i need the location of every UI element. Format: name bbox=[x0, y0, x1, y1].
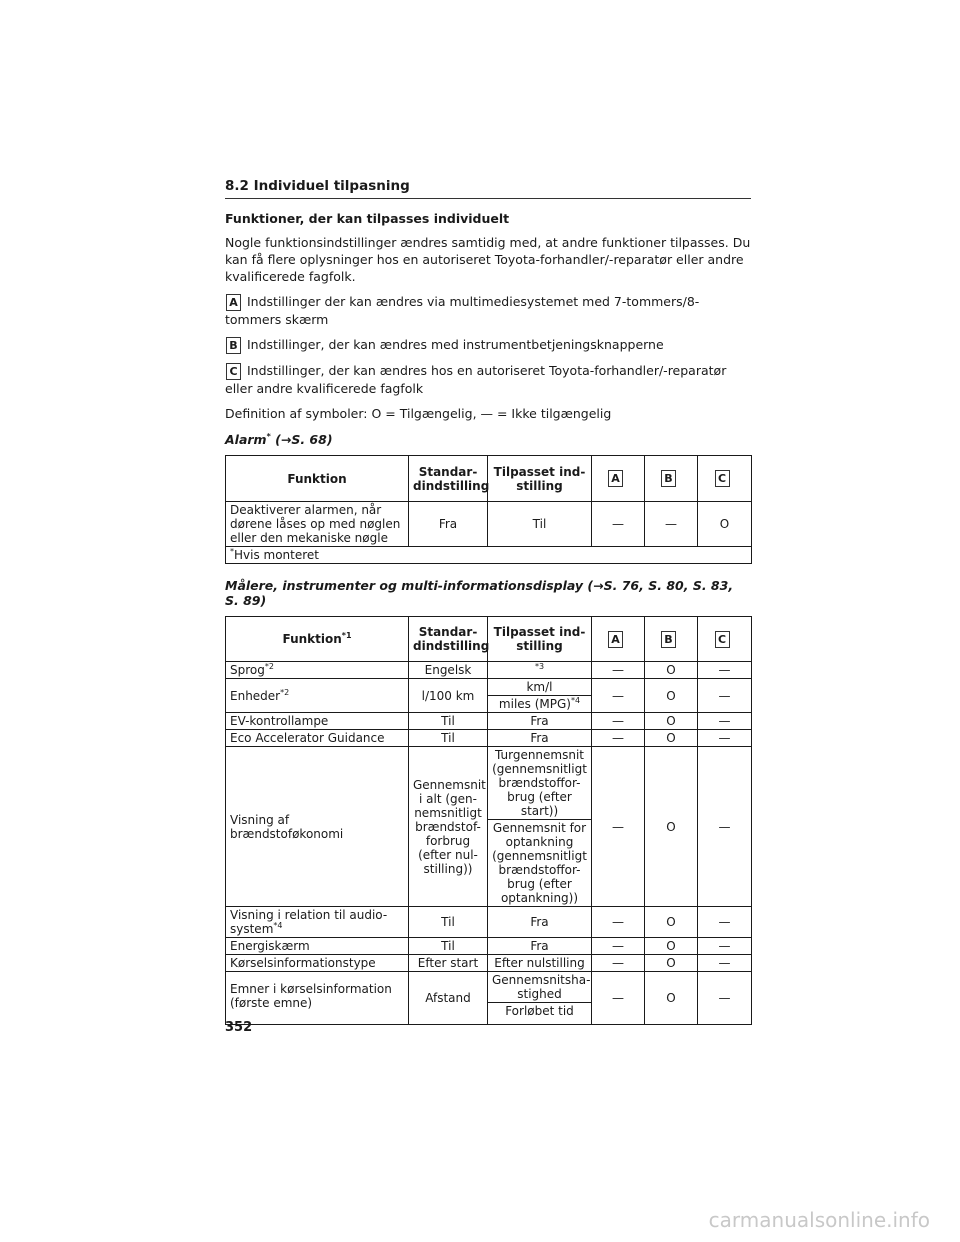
row-ev-function: EV-kontrollampe bbox=[226, 713, 409, 730]
page-content bbox=[225, 178, 751, 1025]
row-eco-a: — bbox=[592, 730, 645, 747]
row-enheder-custom2 bbox=[488, 696, 592, 713]
table-row bbox=[226, 662, 752, 679]
row-energi-default: Til bbox=[409, 938, 488, 955]
table2-header-custom: Tilpasset ind-stilling bbox=[488, 617, 592, 662]
badge-b-icon: B bbox=[661, 470, 676, 487]
table2-header-function-sup: *1 bbox=[341, 631, 352, 640]
row-audio-b: O bbox=[645, 907, 698, 938]
row-korsel-function: Kørselsinformationstype bbox=[226, 955, 409, 972]
row-enheder-c: — bbox=[698, 679, 752, 713]
table-row bbox=[226, 730, 752, 747]
row-visning-b: O bbox=[645, 747, 698, 907]
table1-header-function: Funktion bbox=[226, 456, 409, 502]
row-ev-custom: Fra bbox=[488, 713, 592, 730]
row-visning-a: — bbox=[592, 747, 645, 907]
row-korsel-b: O bbox=[645, 955, 698, 972]
table1-caption bbox=[225, 432, 751, 447]
table-row bbox=[226, 679, 752, 696]
watermark: carmanualsonline.info bbox=[708, 1208, 930, 1232]
row-energi-c: — bbox=[698, 938, 752, 955]
table1-header-row bbox=[226, 456, 752, 502]
row-audio-function bbox=[226, 907, 409, 938]
table-row bbox=[226, 502, 752, 547]
row-enheder-label: Enheder bbox=[230, 688, 281, 703]
table2-header-b bbox=[645, 617, 698, 662]
row-emner-default: Afstand bbox=[409, 972, 488, 1025]
row-energi-b: O bbox=[645, 938, 698, 955]
badge-c-icon: C bbox=[715, 631, 730, 648]
legend-text-a: Indstillinger der kan ændres via multimediesystemet med 7-tommers/8-tommers skærm bbox=[225, 294, 700, 327]
row-emner-b: O bbox=[645, 972, 698, 1025]
table-row bbox=[226, 713, 752, 730]
row-emner-function: Emner i kørselsinformation (første emne) bbox=[226, 972, 409, 1025]
legend-text-b: Indstillinger, der kan ændres med instrumentbetjeningsknapperne bbox=[247, 337, 664, 352]
row-audio-custom: Fra bbox=[488, 907, 592, 938]
row-audio-a: — bbox=[592, 907, 645, 938]
table1-footnote bbox=[226, 547, 752, 564]
row-enheder-a: — bbox=[592, 679, 645, 713]
row-enheder-custom2-label: miles (MPG) bbox=[498, 697, 571, 711]
intro-paragraph: Nogle funktionsindstillinger ændres samtidig med, at andre funktioner tilpasses. Du kan få flere oplysninger hos en autoriseret Toyota-forhandler/-reparatør eller andre kvalificerede fagfolk. bbox=[225, 235, 751, 284]
row-energi-a: — bbox=[592, 938, 645, 955]
table-row bbox=[226, 955, 752, 972]
footnote-sup: * bbox=[230, 547, 234, 556]
row-visning-c: — bbox=[698, 747, 752, 907]
page-number: 352 bbox=[225, 1020, 253, 1035]
row-enheder-function bbox=[226, 679, 409, 713]
row-sprog-custom bbox=[488, 662, 592, 679]
row-emner-custom2: Forløbet tid bbox=[488, 1003, 592, 1025]
row-sprog-function bbox=[226, 662, 409, 679]
table2-header-c bbox=[698, 617, 752, 662]
badge-a-icon: A bbox=[608, 470, 623, 487]
table1-header-custom: Tilpasset ind-stilling bbox=[488, 456, 592, 502]
row-enheder-default: l/100 km bbox=[409, 679, 488, 713]
table1-cell-custom: Til bbox=[488, 502, 592, 547]
row-korsel-c: — bbox=[698, 955, 752, 972]
row-visning-custom1: Turgennemsnit (gennemsnitligt brændstoffor-brug (efter start)) bbox=[488, 747, 592, 820]
table1-caption-sup: * bbox=[266, 431, 271, 441]
row-sprog-label: Sprog bbox=[230, 663, 265, 677]
table-row bbox=[226, 907, 752, 938]
badge-b-icon: B bbox=[661, 631, 676, 648]
table1-cell-c: O bbox=[698, 502, 752, 547]
row-eco-default: Til bbox=[409, 730, 488, 747]
table1-header-default: Standar-dindstilling bbox=[409, 456, 488, 502]
row-visning-default: Gennemsnit i alt (gen-nemsnitligt brændstof-forbrug (efter nul-stilling)) bbox=[409, 747, 488, 907]
subtitle: Funktioner, der kan tilpasses individuelt bbox=[225, 211, 510, 226]
badge-c-icon: C bbox=[226, 363, 241, 380]
table-row bbox=[226, 972, 752, 1003]
row-sprog-custom-sup: *3 bbox=[534, 662, 545, 671]
table1-header-c bbox=[698, 456, 752, 502]
row-emner-c: — bbox=[698, 972, 752, 1025]
row-emner-custom1: Gennemsnitsha-stighed bbox=[488, 972, 592, 1003]
badge-b-icon: B bbox=[226, 337, 241, 354]
row-sprog-default: Engelsk bbox=[409, 662, 488, 679]
legend-item-c bbox=[225, 362, 751, 397]
table1-cell-function: Deaktiverer alarmen, når dørene låses op med nøglen eller den mekaniske nøgle bbox=[226, 502, 409, 547]
alarm-table bbox=[225, 455, 752, 564]
table2-header-row bbox=[226, 617, 752, 662]
table1-caption-ref: (→S. 68) bbox=[270, 432, 333, 447]
row-enheder-custom2-sup: *4 bbox=[570, 696, 581, 705]
section-title: 8.2 Individuel tilpasning bbox=[225, 178, 751, 199]
table1-cell-b: — bbox=[645, 502, 698, 547]
footnote-text: Hvis monteret bbox=[234, 548, 320, 562]
row-eco-b: O bbox=[645, 730, 698, 747]
row-eco-custom: Fra bbox=[488, 730, 592, 747]
row-sprog-b: O bbox=[645, 662, 698, 679]
row-ev-c: — bbox=[698, 713, 752, 730]
table-row bbox=[226, 938, 752, 955]
table1-header-b bbox=[645, 456, 698, 502]
table2-header-function-label: Funktion bbox=[282, 632, 342, 646]
row-visning-function: Visning af brændstoføkonomi bbox=[226, 747, 409, 907]
row-sprog-c: — bbox=[698, 662, 752, 679]
table2-header-a bbox=[592, 617, 645, 662]
row-enheder-custom1: km/l bbox=[488, 679, 592, 696]
row-energi-function: Energiskærm bbox=[226, 938, 409, 955]
row-ev-b: O bbox=[645, 713, 698, 730]
symbol-definition: Definition af symboler: O = Tilgængelig, — = Ikke tilgængelig bbox=[225, 406, 612, 421]
row-korsel-a: — bbox=[592, 955, 645, 972]
table2-header-default: Standar-dindstilling bbox=[409, 617, 488, 662]
badge-a-icon: A bbox=[226, 294, 241, 311]
row-ev-default: Til bbox=[409, 713, 488, 730]
row-energi-custom: Fra bbox=[488, 938, 592, 955]
row-sprog-a: — bbox=[592, 662, 645, 679]
row-sprog-sup: *2 bbox=[264, 662, 274, 671]
row-ev-a: — bbox=[592, 713, 645, 730]
table-row bbox=[226, 747, 752, 820]
gauges-table bbox=[225, 616, 752, 1025]
row-audio-sup: *4 bbox=[273, 921, 283, 930]
table1-cell-a: — bbox=[592, 502, 645, 547]
row-audio-default: Til bbox=[409, 907, 488, 938]
table1-header-a bbox=[592, 456, 645, 502]
row-emner-a: — bbox=[592, 972, 645, 1025]
row-korsel-default: Efter start bbox=[409, 955, 488, 972]
row-enheder-b: O bbox=[645, 679, 698, 713]
row-enheder-sup: *2 bbox=[280, 687, 290, 697]
legend-item-b bbox=[225, 336, 751, 354]
row-audio-label: Visning i relation til audio-system bbox=[230, 908, 388, 936]
row-visning-custom2: Gennemsnit for optankning (gennemsnitligt brændstoffor-brug (efter optankning)) bbox=[488, 820, 592, 907]
table2-header-function bbox=[226, 617, 409, 662]
legend-item-a bbox=[225, 293, 751, 328]
table2-caption: Målere, instrumenter og multi-informationsdisplay (→S. 76, S. 80, S. 83, S. 89) bbox=[225, 578, 734, 608]
row-korsel-custom: Efter nulstilling bbox=[488, 955, 592, 972]
badge-a-icon: A bbox=[608, 631, 623, 648]
legend-text-c: Indstillinger, der kan ændres hos en autoriseret Toyota-forhandler/-reparatør eller andre kvalificerede fagfolk bbox=[225, 363, 727, 396]
badge-c-icon: C bbox=[715, 470, 730, 487]
table1-cell-default: Fra bbox=[409, 502, 488, 547]
row-audio-c: — bbox=[698, 907, 752, 938]
row-eco-c: — bbox=[698, 730, 752, 747]
table1-footnote-row bbox=[226, 547, 752, 564]
table1-caption-main: Alarm bbox=[225, 432, 267, 447]
row-eco-function: Eco Accelerator Guidance bbox=[226, 730, 409, 747]
